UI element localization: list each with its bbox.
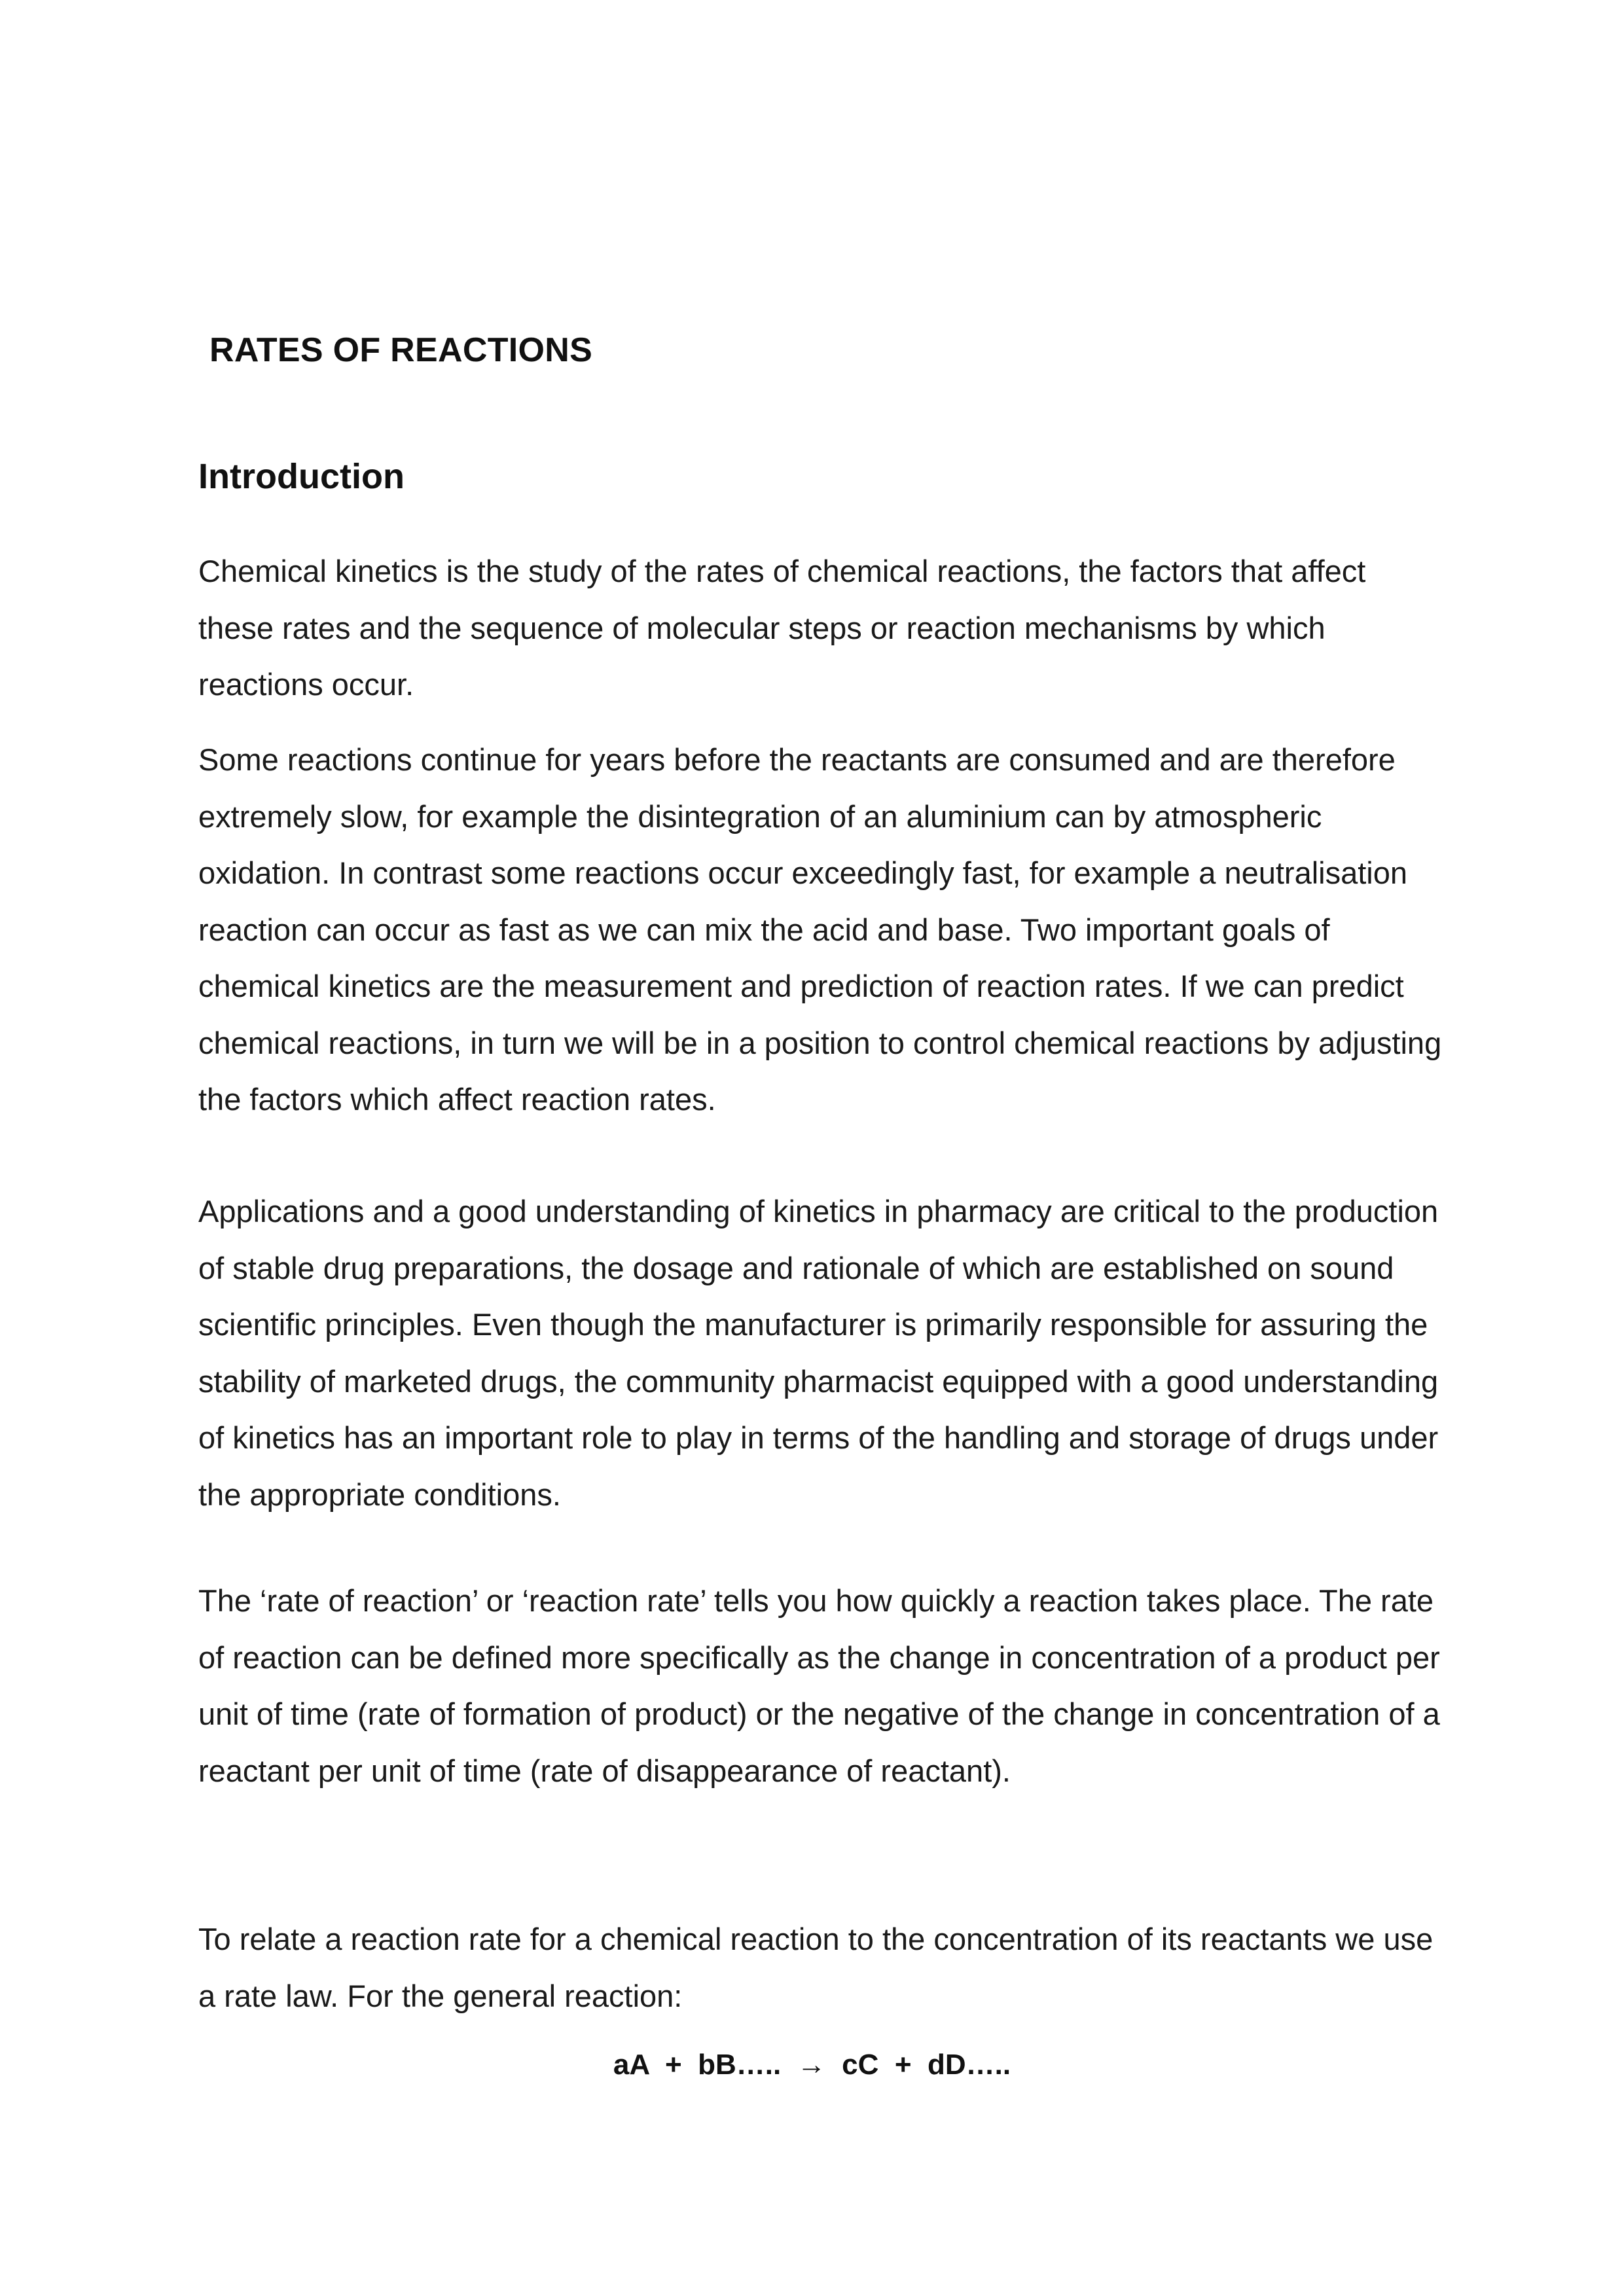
paragraph-reaction-speeds: Some reactions continue for years before the reactants are consumed and are therefore extremely slow, for example the disintegration of an aluminium can by atmospheric oxidation. In contrast some reactions occur exceedingly fast, for example a neutralisation reaction can occur as fast as we can mix the acid and base. Two important goals of chemical kinetics are the measurement and prediction of reaction rates. If we can predict chemical reactions, in turn we will be in a position to control chemical reactions by adjusting the factors which affect reaction rates. <box>198 742 1442 1117</box>
document-title: RATES OF REACTIONS <box>209 331 593 369</box>
general-reaction-equation <box>0 2049 1624 2081</box>
paragraph-chemical-kinetics-definition: Chemical kinetics is the study of the rates of chemical reactions, the factors that affect these rates and the sequence of molecular steps or reaction mechanisms by which reactions occur. <box>198 554 1366 702</box>
equation-text: aA + bB….. → cC + dD….. <box>613 2049 1011 2081</box>
paragraph-rate-law-intro: To relate a reaction rate for a chemical reaction to the concentration of its reactants we use a rate law. For the general reaction: <box>198 1922 1434 2013</box>
section-heading-introduction: Introduction <box>198 457 405 496</box>
paragraph-pharmacy-applications: Applications and a good understanding of kinetics in pharmacy are critical to the production of stable drug preparations, the dosage and rationale of which are established on sound scientific principles. Even though the manufacturer is primarily responsible for assuring the stability of marketed drugs, the community pharmacist equipped with a good understanding of kinetics has an important role to play in terms of the handling and storage of drugs under the appropriate conditions. <box>198 1194 1439 1512</box>
paragraph-rate-of-reaction-definition: The ‘rate of reaction’ or ‘reaction rate’ tells you how quickly a reaction takes place. The rate of reaction can be defined more specifically as the change in concentration of a product per unit of time (rate of formation of product) or the negative of the change in concentration of a reactant per unit of time (rate of disappearance of reactant). <box>198 1583 1440 1788</box>
